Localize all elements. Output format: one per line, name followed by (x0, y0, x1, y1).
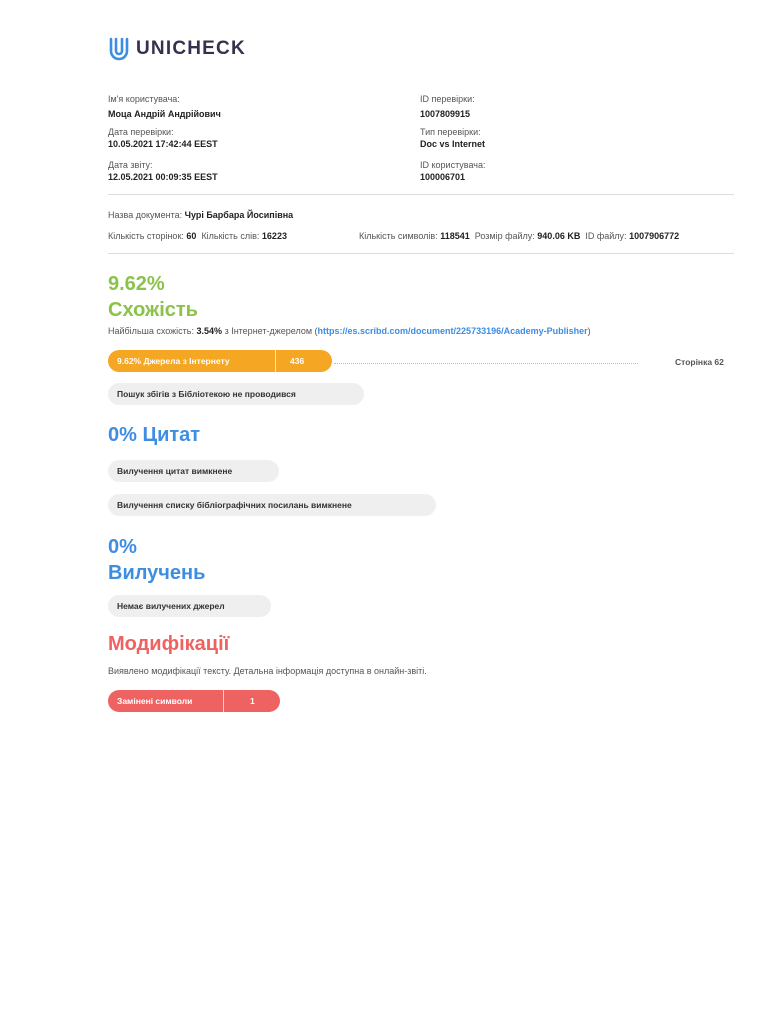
top-close: ) (587, 326, 591, 336)
divider (108, 253, 734, 254)
chars-label: Кількість символів: (359, 231, 438, 241)
meta-user-name (108, 93, 221, 120)
replaced-characters-bar[interactable] (108, 690, 280, 712)
check-id-label: ID перевірки: (420, 94, 475, 104)
size-value: 940.06 KB (537, 231, 581, 241)
user-id-label: ID користувача: (420, 160, 486, 170)
exclusions-title: Вилучень (108, 562, 206, 584)
citations-note-pill: Вилучення цитат вимкнене (108, 460, 279, 482)
page-reference[interactable]: Сторінка 62 (675, 357, 724, 367)
words-value: 16223 (261, 231, 287, 241)
unicheck-logo (108, 36, 246, 62)
meta-check-id (420, 93, 475, 120)
replaced-characters-label: Замінені символи (108, 690, 224, 712)
top-source-link[interactable]: https://es.scribd.com/document/225733196/Academy-Publisher (317, 326, 588, 336)
brand-name: UNICHECK (136, 38, 246, 59)
user-name: Моца Андрій Андрійович (108, 109, 221, 119)
document-name: Чурі Барбара Йосипівна (184, 210, 294, 220)
check-date: 10.05.2021 17:42:44 EEST (108, 139, 218, 149)
document-name-row (108, 210, 293, 220)
top-label: Найбільша схожість: (108, 326, 194, 336)
divider (108, 194, 734, 195)
document-stats-left (108, 231, 287, 241)
bibliography-note-pill: Вилучення списку бібліографічних посилань вимкнене (108, 494, 436, 516)
document-stats-right (359, 231, 679, 241)
check-id: 1007809915 (420, 109, 471, 119)
similarity-title: Схожість (108, 299, 198, 321)
similarity-percent: 9.62% (108, 273, 165, 295)
file-id-label: ID файлу: (585, 231, 627, 241)
check-type-label: Тип перевірки: (420, 127, 481, 137)
pages-value: 60 (186, 231, 197, 241)
meta-check-type (420, 126, 485, 150)
size-label: Розмір файлу: (474, 231, 535, 241)
dotted-leader (334, 363, 638, 364)
check-type: Doc vs Internet (420, 139, 486, 149)
internet-sources-count: 436 (290, 356, 305, 366)
top-text: з Інтернет-джерелом ( (224, 326, 318, 336)
exclusions-note-pill: Немає вилучених джерел (108, 595, 271, 617)
meta-check-date (108, 126, 218, 150)
modifications-title: Модифікації (108, 633, 230, 655)
report-date: 12.05.2021 00:09:35 EEST (108, 172, 218, 182)
citations-title: 0% Цитат (108, 424, 201, 446)
document-name-label: Назва документа: (108, 210, 183, 220)
user-name-label: Ім'я користувача: (108, 94, 180, 104)
similarity-top-note (108, 326, 591, 336)
file-id-value: 1007906772 (629, 231, 680, 241)
top-percent: 3.54% (196, 326, 223, 336)
internet-sources-bar[interactable] (108, 350, 332, 372)
meta-report-date (108, 159, 218, 183)
meta-user-id (420, 159, 485, 183)
report-date-label: Дата звіту: (108, 160, 153, 170)
check-date-label: Дата перевірки: (108, 127, 174, 137)
internet-sources-label: 9.62% Джерела з Інтернету (108, 350, 276, 372)
user-id: 100006701 (420, 172, 466, 182)
chars-value: 118541 (440, 231, 470, 241)
modifications-note: Виявлено модифікації тексту. Детальна інформація доступна в онлайн-звіті. (108, 666, 427, 676)
exclusions-percent: 0% (108, 536, 137, 558)
replaced-characters-count: 1 (250, 696, 255, 706)
pages-label: Кількість сторінок: (108, 231, 184, 241)
words-label: Кількість слів: (201, 231, 260, 241)
library-note-pill: Пошук збігів з Бібліотекою не проводився (108, 383, 364, 405)
unicheck-logo-icon (108, 36, 130, 62)
